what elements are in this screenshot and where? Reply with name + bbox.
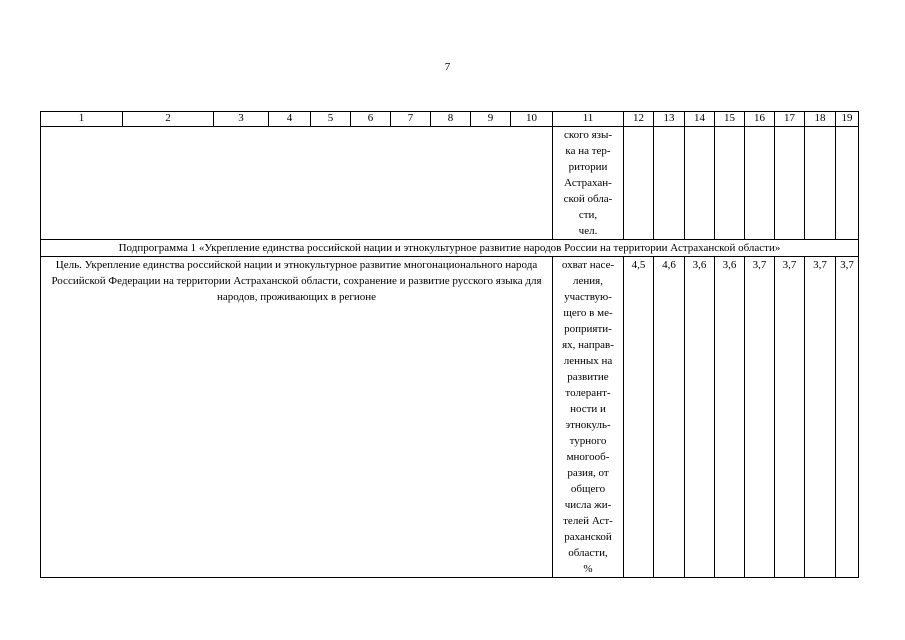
column-header: 3 [214,112,269,127]
value-cell: 3,6 [685,257,715,578]
indicator-line: числа жи- [564,499,612,511]
value-cell: 4,5 [624,257,654,578]
indicator-line: раханской [564,531,612,543]
indicator-line: щего в ме- [563,307,613,319]
value-cell: 3,7 [745,257,775,578]
value-cell [715,127,745,240]
column-header: 11 [553,112,624,127]
value-cell [624,127,654,240]
column-header: 18 [805,112,836,127]
column-header: 13 [654,112,685,127]
value-cell [805,127,836,240]
continuation-empty-cell [41,127,553,240]
indicator-line: ления, [573,275,603,287]
column-header: 1 [41,112,123,127]
page-number: 7 [444,61,451,73]
indicator-line: чел. [578,225,598,237]
goal-indicator-cell [553,257,624,578]
indicator-line: ритории [568,161,608,173]
indicator-line: ности и [570,403,606,415]
goal-row [41,257,859,578]
indicator-line: роприяти- [564,323,612,335]
indicator-line: толерант- [565,387,611,399]
value-cell [745,127,775,240]
indicator-line: развитие [567,371,609,383]
indicator-line: ленных на [563,355,613,367]
value-cell: 3,6 [715,257,745,578]
indicator-line: ка на тер- [565,145,611,157]
indicator-line: ях, направ- [562,339,614,351]
value-cell: 3,7 [805,257,836,578]
column-header: 17 [775,112,805,127]
column-header: 19 [836,112,859,127]
value-cell [775,127,805,240]
indicator-line: сти, [578,209,598,221]
column-header: 16 [745,112,775,127]
indicator-line: турного [569,435,607,447]
indicator-line: разия, от [567,467,609,479]
indicator-line: области, [568,547,608,559]
indicator-line: % [583,563,593,575]
value-cell [836,127,859,240]
column-header: 8 [431,112,471,127]
indicator-line: охват насе- [561,259,615,271]
goal-text: Цель. Укрепление единства российской нации и этнокультурное развитие многонационального народа Российской Федерации на территории Астраханской области, сохранение и развитие русского языка для народов, проживающих в регионе [41,257,553,578]
indicator-line: Астрахан- [564,177,612,189]
column-header: 14 [685,112,715,127]
continuation-row [41,127,859,240]
indicators-table [40,111,859,578]
indicator-line: этнокуль- [565,419,611,431]
indicator-line: ской обла- [563,193,613,205]
column-header: 5 [311,112,351,127]
indicator-line: общего [570,483,606,495]
subprogram-row [41,240,859,257]
column-header: 9 [471,112,511,127]
column-header: 2 [123,112,214,127]
value-cell [685,127,715,240]
value-cell: 3,7 [836,257,859,578]
column-header: 4 [269,112,311,127]
column-header: 15 [715,112,745,127]
column-header: 10 [511,112,553,127]
continuation-indicator-cell [553,127,624,240]
subprogram-title: Подпрограмма 1 «Укрепление единства российской нации и этнокультурное развитие народов России на территории Астраханской области» [41,240,859,257]
column-header: 12 [624,112,654,127]
indicator-line: ского язы- [563,129,613,141]
value-cell: 4,6 [654,257,685,578]
value-cell [654,127,685,240]
column-header: 6 [351,112,391,127]
value-cell: 3,7 [775,257,805,578]
indicator-line: телей Аст- [563,515,613,527]
indicator-line: многооб- [566,451,610,463]
column-header: 7 [391,112,431,127]
column-numbers-row [41,112,859,127]
indicator-line: участвую- [564,291,612,303]
